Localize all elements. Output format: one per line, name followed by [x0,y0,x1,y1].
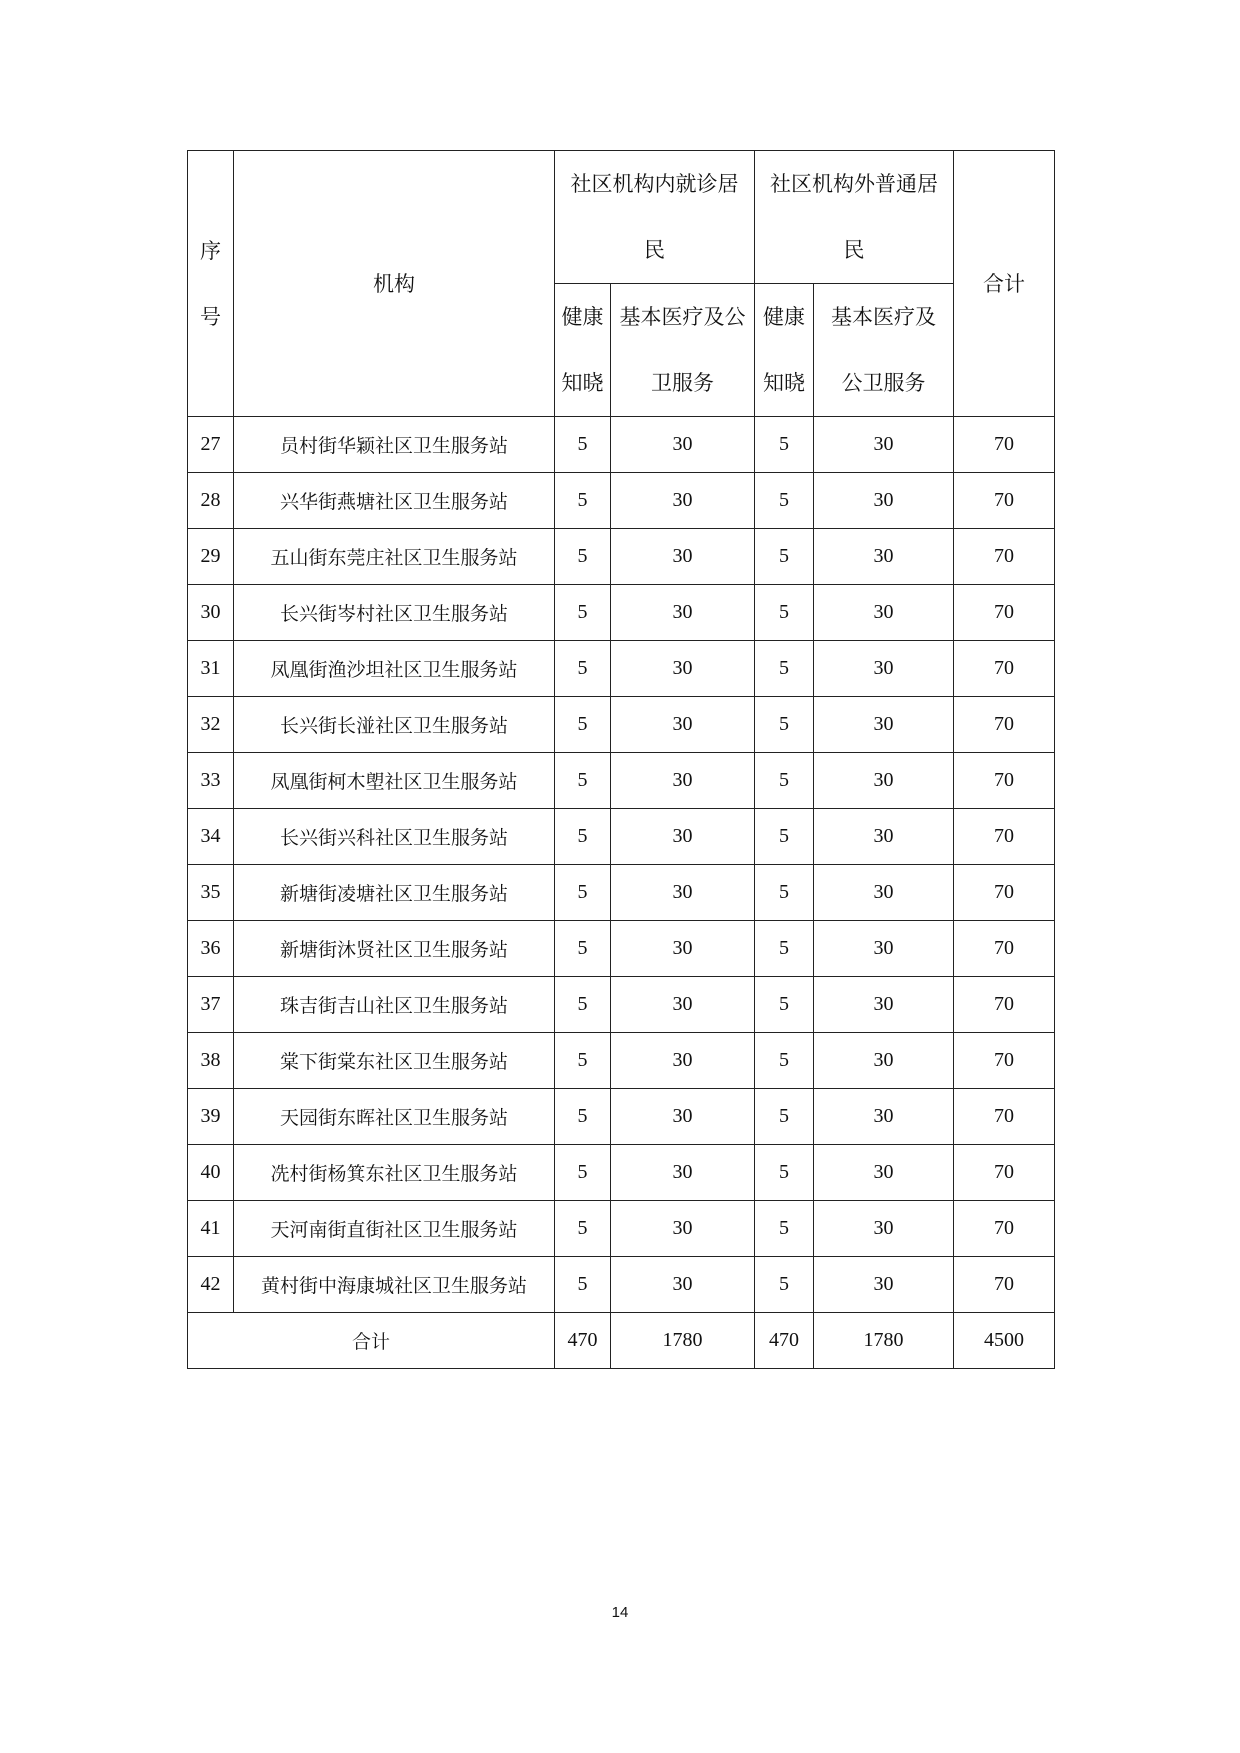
cell-in-basic: 30 [611,921,755,977]
cell-total: 70 [954,977,1055,1033]
cell-in-health: 5 [555,529,611,585]
header-out-basic [814,284,954,417]
cell-out-health: 5 [755,473,814,529]
cell-institution: 五山街东莞庄社区卫生服务站 [234,529,555,585]
cell-seq: 31 [188,641,234,697]
table-row [188,865,1055,921]
cell-total: 70 [954,753,1055,809]
allocation-table [187,150,1055,1369]
table-row [188,697,1055,753]
table-row [188,809,1055,865]
header-total: 合计 [954,151,1055,417]
cell-total: 70 [954,417,1055,473]
cell-institution: 兴华街燕塘社区卫生服务站 [234,473,555,529]
cell-seq: 35 [188,865,234,921]
cell-institution: 员村街华颖社区卫生服务站 [234,417,555,473]
cell-in-basic: 30 [611,809,755,865]
header-out-health [755,284,814,417]
table-row [188,641,1055,697]
cell-out-basic: 30 [814,529,954,585]
cell-total: 70 [954,1257,1055,1313]
cell-total: 70 [954,1033,1055,1089]
cell-institution: 长兴街长湴社区卫生服务站 [234,697,555,753]
cell-in-basic: 30 [611,529,755,585]
cell-out-health: 5 [755,809,814,865]
cell-institution: 天河南街直街社区卫生服务站 [234,1201,555,1257]
table-row [188,529,1055,585]
cell-in-basic: 30 [611,1257,755,1313]
cell-in-basic: 30 [611,753,755,809]
cell-seq: 42 [188,1257,234,1313]
total-out-health: 470 [755,1313,814,1369]
header-seq [188,151,234,417]
cell-in-health: 5 [555,1089,611,1145]
cell-out-basic: 30 [814,1089,954,1145]
cell-total: 70 [954,641,1055,697]
table-row [188,1033,1055,1089]
cell-out-health: 5 [755,1257,814,1313]
cell-out-basic: 30 [814,1145,954,1201]
header-out-health-text: 健康知晓 [763,305,805,395]
cell-out-basic: 30 [814,417,954,473]
cell-total: 70 [954,921,1055,977]
cell-out-health: 5 [755,1145,814,1201]
table-row [188,1257,1055,1313]
cell-out-basic: 30 [814,921,954,977]
cell-institution: 新塘街沐贤社区卫生服务站 [234,921,555,977]
table-row [188,1201,1055,1257]
cell-in-health: 5 [555,1033,611,1089]
cell-institution: 黄村街中海康城社区卫生服务站 [234,1257,555,1313]
cell-in-health: 5 [555,1257,611,1313]
table-row [188,921,1055,977]
total-row-label: 合计 [188,1313,555,1369]
cell-institution: 棠下街棠东社区卫生服务站 [234,1033,555,1089]
cell-in-health: 5 [555,865,611,921]
cell-in-health: 5 [555,697,611,753]
cell-out-basic: 30 [814,697,954,753]
cell-total: 70 [954,473,1055,529]
cell-seq: 32 [188,697,234,753]
cell-out-basic: 30 [814,753,954,809]
cell-in-health: 5 [555,809,611,865]
table-body [188,417,1055,1369]
cell-in-basic: 30 [611,585,755,641]
table-row [188,1145,1055,1201]
cell-seq: 34 [188,809,234,865]
cell-out-health: 5 [755,921,814,977]
cell-out-health: 5 [755,753,814,809]
cell-out-health: 5 [755,1201,814,1257]
cell-in-health: 5 [555,473,611,529]
header-out-basic-text: 基本医疗及公卫服务 [831,305,936,395]
cell-out-basic: 30 [814,641,954,697]
cell-in-health: 5 [555,417,611,473]
cell-total: 70 [954,585,1055,641]
cell-seq: 28 [188,473,234,529]
total-grand: 4500 [954,1313,1055,1369]
header-institution: 机构 [234,151,555,417]
cell-out-health: 5 [755,977,814,1033]
table-row [188,1089,1055,1145]
table-row [188,977,1055,1033]
cell-seq: 41 [188,1201,234,1257]
cell-in-basic: 30 [611,641,755,697]
cell-institution: 冼村街杨箕东社区卫生服务站 [234,1145,555,1201]
cell-out-basic: 30 [814,977,954,1033]
cell-in-basic: 30 [611,1033,755,1089]
cell-in-health: 5 [555,921,611,977]
cell-institution: 长兴街岑村社区卫生服务站 [234,585,555,641]
cell-out-health: 5 [755,865,814,921]
cell-in-health: 5 [555,585,611,641]
cell-out-basic: 30 [814,473,954,529]
cell-total: 70 [954,697,1055,753]
cell-in-basic: 30 [611,865,755,921]
table-row [188,753,1055,809]
cell-out-health: 5 [755,1089,814,1145]
cell-out-health: 5 [755,697,814,753]
table-row [188,585,1055,641]
cell-in-basic: 30 [611,697,755,753]
cell-in-basic: 30 [611,1201,755,1257]
cell-in-basic: 30 [611,1145,755,1201]
cell-out-health: 5 [755,529,814,585]
cell-out-basic: 30 [814,585,954,641]
header-in-basic [611,284,755,417]
cell-in-basic: 30 [611,417,755,473]
cell-in-basic: 30 [611,977,755,1033]
cell-in-health: 5 [555,641,611,697]
cell-institution: 长兴街兴科社区卫生服务站 [234,809,555,865]
cell-out-basic: 30 [814,1033,954,1089]
cell-total: 70 [954,809,1055,865]
cell-in-health: 5 [555,1145,611,1201]
cell-out-health: 5 [755,1033,814,1089]
cell-seq: 29 [188,529,234,585]
cell-total: 70 [954,529,1055,585]
total-out-basic: 1780 [814,1313,954,1369]
cell-seq: 27 [188,417,234,473]
cell-in-basic: 30 [611,473,755,529]
header-group-in-text: 社区机构内就诊居民 [570,172,739,262]
cell-seq: 38 [188,1033,234,1089]
cell-total: 70 [954,1089,1055,1145]
cell-in-health: 5 [555,753,611,809]
cell-out-basic: 30 [814,865,954,921]
header-in-basic-text: 基本医疗及公卫服务 [619,305,746,395]
cell-in-health: 5 [555,977,611,1033]
cell-seq: 39 [188,1089,234,1145]
cell-institution: 珠吉街吉山社区卫生服务站 [234,977,555,1033]
cell-institution: 凤凰街柯木塱社区卫生服务站 [234,753,555,809]
header-in-health-text: 健康知晓 [561,305,604,395]
cell-seq: 37 [188,977,234,1033]
total-row [188,1313,1055,1369]
cell-out-health: 5 [755,417,814,473]
cell-out-health: 5 [755,641,814,697]
header-in-health [555,284,611,417]
cell-seq: 36 [188,921,234,977]
header-group-out-text: 社区机构外普通居民 [770,172,938,262]
cell-institution: 凤凰街渔沙坦社区卫生服务站 [234,641,555,697]
cell-out-basic: 30 [814,1257,954,1313]
cell-seq: 40 [188,1145,234,1201]
table-row [188,417,1055,473]
cell-seq: 33 [188,753,234,809]
cell-total: 70 [954,1145,1055,1201]
cell-institution: 新塘街凌塘社区卫生服务站 [234,865,555,921]
cell-in-basic: 30 [611,1089,755,1145]
cell-institution: 天园街东晖社区卫生服务站 [234,1089,555,1145]
cell-in-health: 5 [555,1201,611,1257]
cell-seq: 30 [188,585,234,641]
table-row [188,473,1055,529]
cell-out-basic: 30 [814,809,954,865]
cell-out-health: 5 [755,585,814,641]
header-seq-text: 序号 [200,238,221,329]
total-in-health: 470 [555,1313,611,1369]
total-in-basic: 1780 [611,1313,755,1369]
header-group-in [555,151,755,284]
header-group-out [755,151,954,284]
cell-out-basic: 30 [814,1201,954,1257]
cell-total: 70 [954,865,1055,921]
cell-total: 70 [954,1201,1055,1257]
page-number: 14 [611,1604,629,1621]
